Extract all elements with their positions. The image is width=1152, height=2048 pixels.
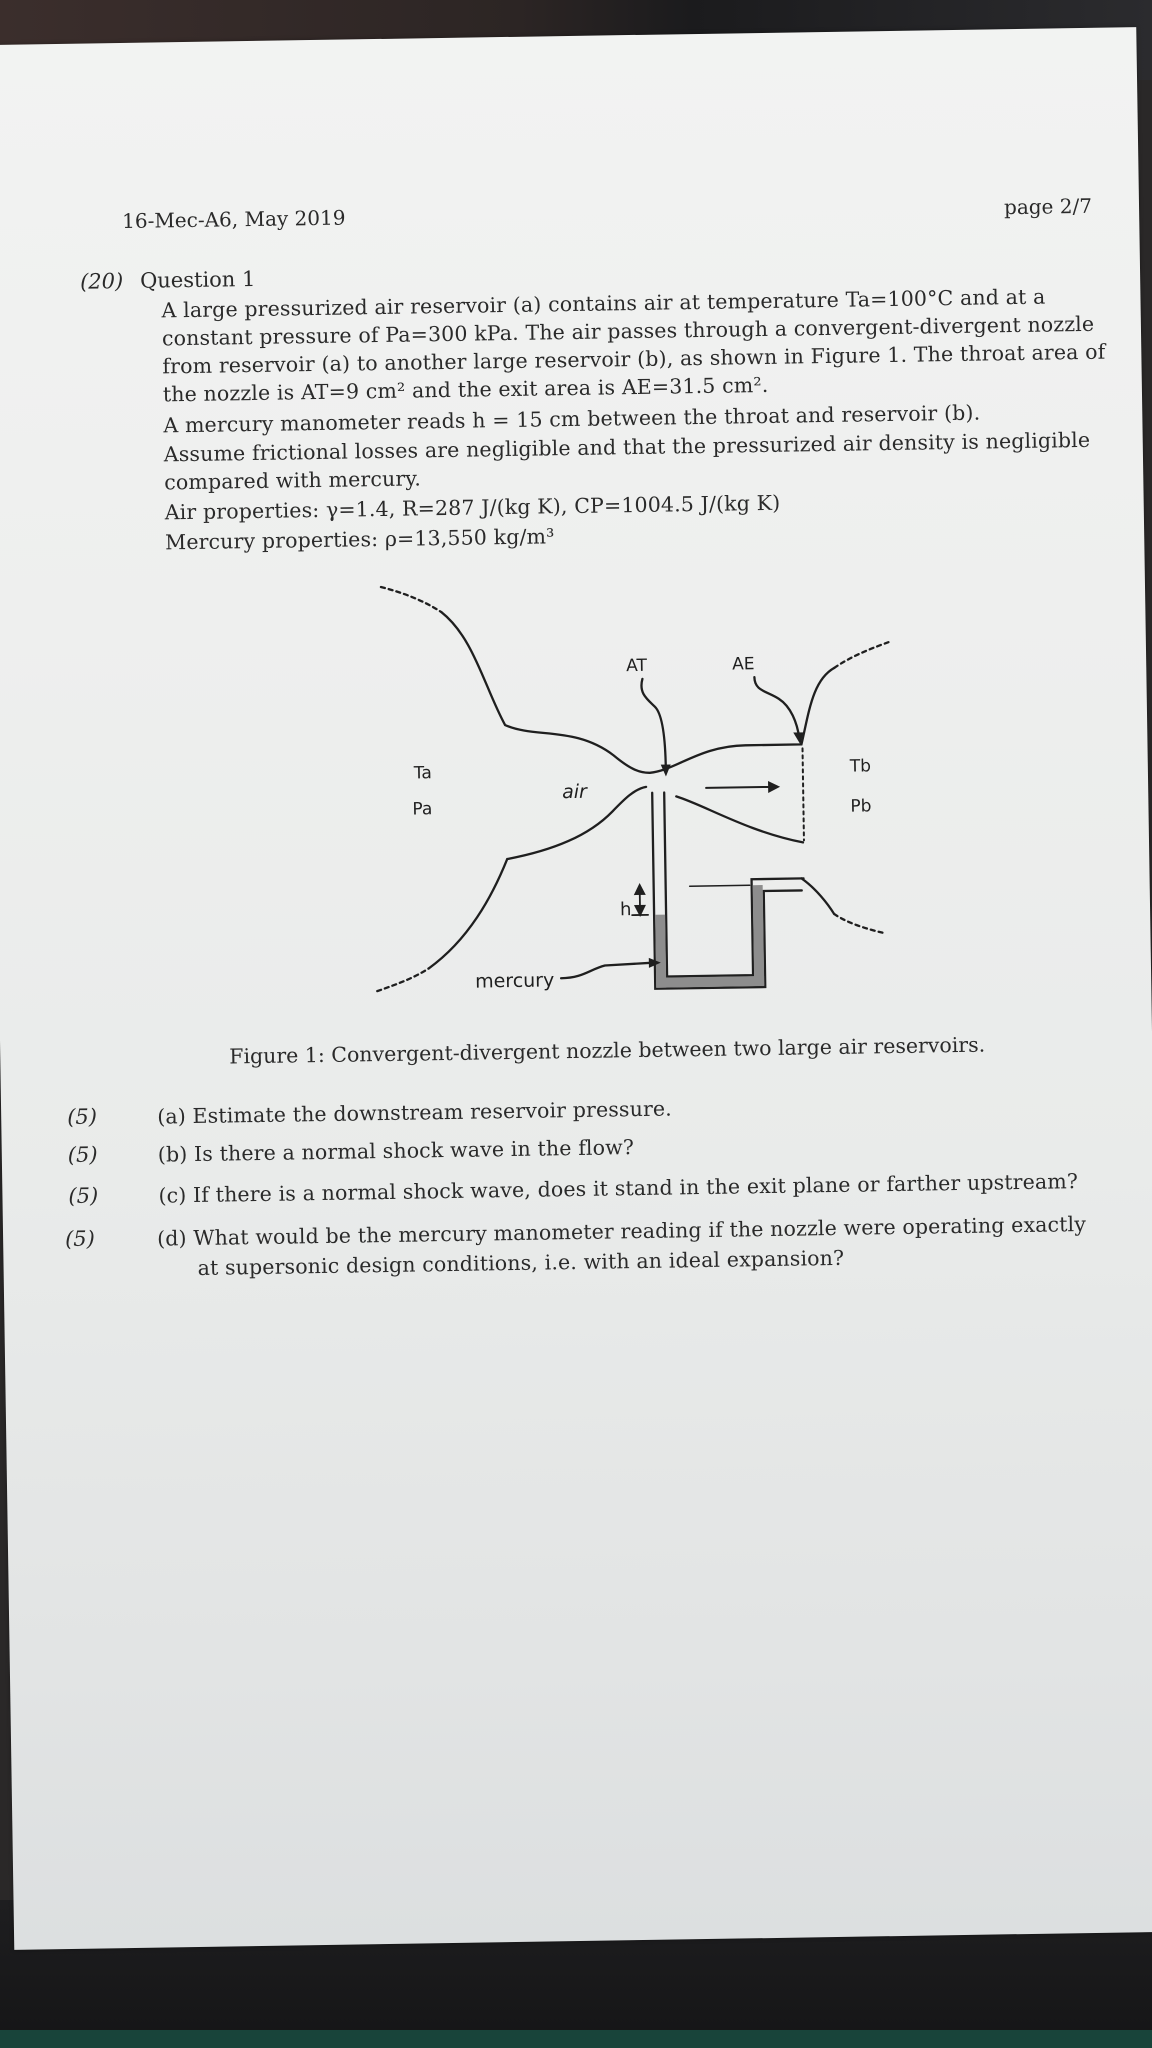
flow-arrowhead: [768, 781, 780, 793]
manometer-reference-line: [690, 885, 750, 886]
label-tb: Tb: [849, 756, 872, 777]
question-marks: (20): [79, 269, 124, 294]
mercury-leader: [561, 963, 651, 978]
part-d-text: (d) What would be the mercury manometer reading if the nozzle were operating exactly: [156, 1212, 1087, 1251]
throat-area-leader: [641, 679, 665, 769]
question-line: Mercury properties: ρ=13,550 kg/m³: [165, 524, 555, 555]
question-line: compared with mercury.: [164, 466, 422, 495]
question-line: A large pressurized air reservoir (a) contains air at temperature Ta=100°C and at a: [161, 284, 1046, 323]
question-line: A mercury manometer reads h = 15 cm between the throat and reservoir (b).: [163, 400, 981, 438]
question-title: Question 1: [139, 266, 256, 293]
part-d-continuation: at supersonic design conditions, i.e. with an ideal expansion?: [197, 1245, 845, 1280]
mercury-left-column: [655, 915, 666, 988]
flow-arrow: [706, 787, 768, 788]
part-a-text: (a) Estimate the downstream reservoir pressure.: [157, 1096, 673, 1129]
label-mercury: mercury: [474, 969, 555, 993]
figure-caption: Figure 1: Convergent-divergent nozzle between two large air reservoirs.: [229, 1032, 986, 1069]
reservoir-b-dashed-top: [834, 641, 892, 668]
label-ta: Ta: [413, 763, 433, 784]
nozzle-lower-wall: [426, 787, 649, 968]
manometer-inner-tube: [664, 790, 805, 976]
label-at: AT: [626, 655, 648, 677]
header-page-number: page 2/7: [1003, 193, 1093, 220]
background-green-strip: [0, 2030, 1152, 2048]
reservoir-a-dashed-top: [381, 586, 441, 613]
nozzle-upper-wall: [441, 606, 836, 776]
manometer-outer-tube: [652, 790, 803, 988]
question-line: constant pressure of Pa=300 kPa. The air passes through a convergent-divergent nozzle: [161, 311, 1095, 351]
diverging-lower-wall: [676, 794, 803, 844]
question-line: from reservoir (a) to another large reservoir (b), as shown in Figure 1. The throat area of: [162, 339, 1106, 379]
label-pa: Pa: [412, 799, 433, 820]
header-left: 16-Mec-A6, May 2019: [121, 205, 346, 234]
question-line: Air properties: γ=1.4, R=287 J/(kg K), CP=1004.5 J/(kg K): [164, 490, 781, 525]
exit-plane-line: [803, 748, 804, 840]
label-ae: AE: [732, 654, 755, 675]
part-c-text: (c) If there is a normal shock wave, does it stand in the exit plane or farther upstream?: [158, 1169, 1079, 1208]
h-arrow-up: [634, 883, 646, 895]
nozzle-diagram: [363, 571, 900, 999]
question-line: the nozzle is AT=9 cm² and the exit area is AE=31.5 cm².: [162, 372, 769, 407]
part-d-marks: (5): [64, 1226, 96, 1252]
reservoir-b-lower-wall: [802, 878, 835, 914]
reservoir-b-dashed-bottom: [834, 913, 884, 934]
exit-area-leader: [754, 676, 799, 739]
label-h: h: [619, 899, 632, 921]
label-air: air: [561, 780, 588, 804]
part-b-marks: (5): [67, 1142, 98, 1167]
exam-page: [0, 27, 1152, 1950]
label-pb: Pb: [850, 796, 872, 817]
part-b-text: (b) Is there a normal shock wave in the flow?: [157, 1135, 635, 1167]
reservoir-a-dashed-bottom: [377, 968, 429, 991]
question-line: Assume frictional losses are negligible and that the pressurized air density is negligible: [163, 427, 1091, 467]
part-c-marks: (5): [68, 1183, 99, 1208]
part-a-marks: (5): [67, 1104, 98, 1130]
mercury-right-column: [753, 885, 765, 985]
mercury-bottom: [656, 976, 764, 988]
